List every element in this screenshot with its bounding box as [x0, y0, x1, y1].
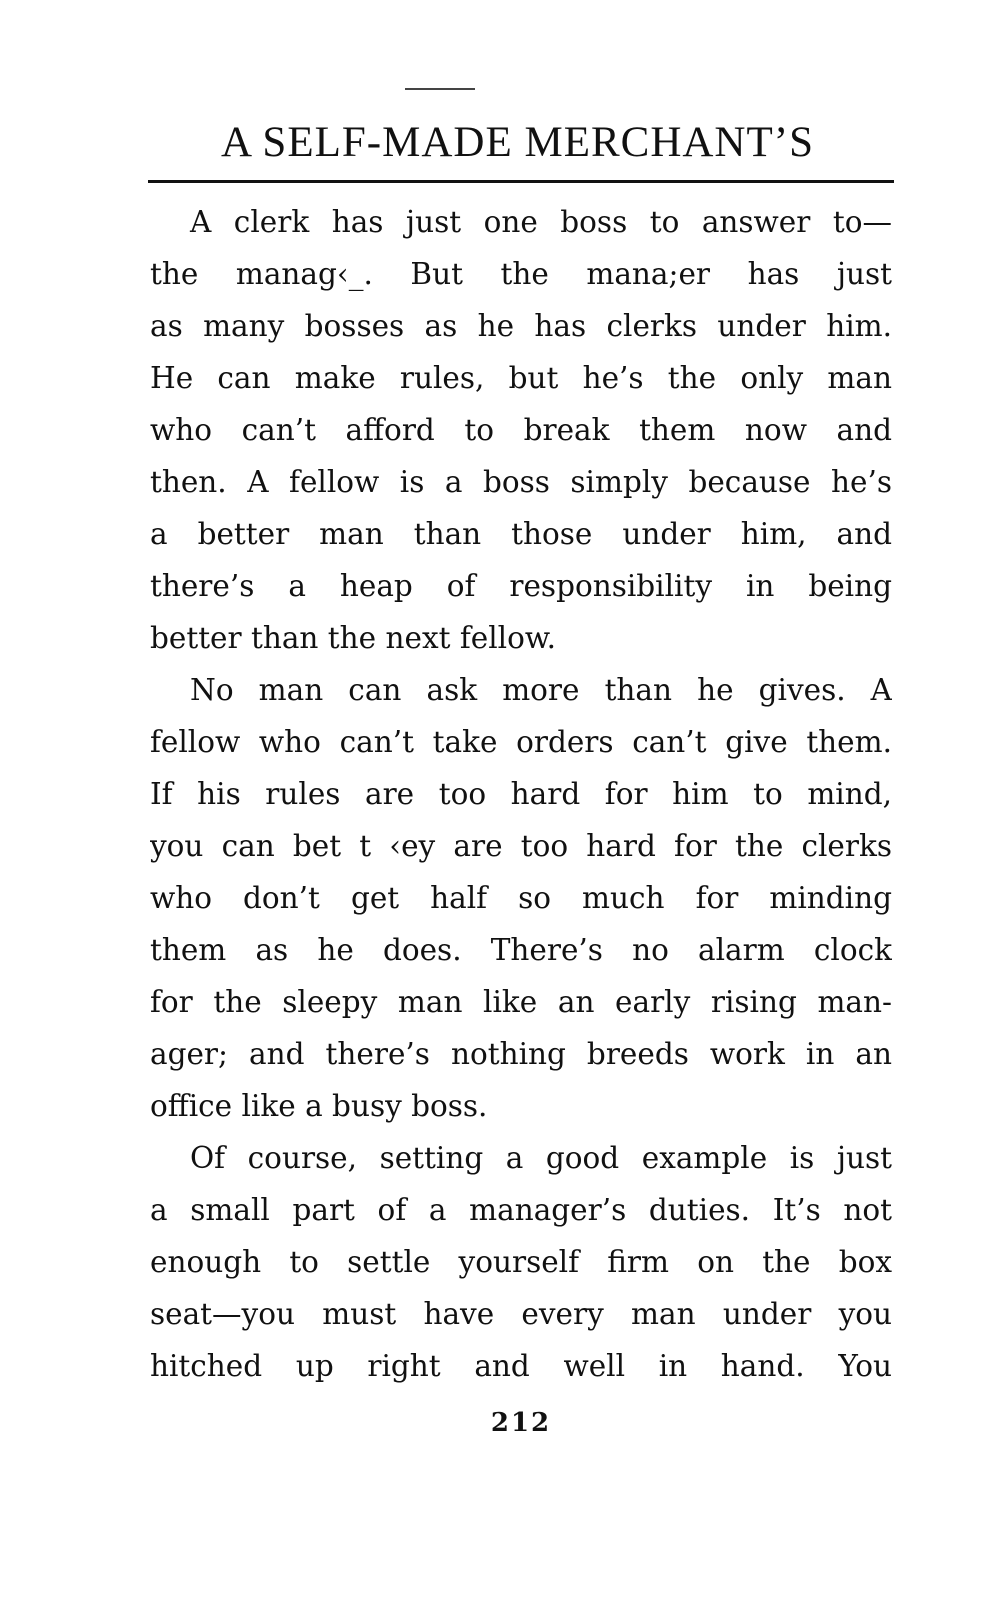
text-line: A clerk has just one boss to answer to—	[190, 205, 892, 239]
page-number: 212	[490, 1408, 552, 1438]
body-text	[150, 196, 892, 1392]
text-line: enough to settle yourself firm on the box	[150, 1245, 892, 1279]
text-line: No man can ask more than he gives. A	[190, 673, 892, 707]
text-line: them as he does. There’s no alarm clock	[150, 933, 892, 967]
text-line: hitched up right and well in hand. You	[150, 1349, 892, 1383]
text-line: who don’t get half so much for minding	[150, 881, 892, 915]
running-head: A SELF-MADE MERCHANT’S	[221, 119, 814, 166]
text-line: ager; and there’s nothing breeds work in an	[150, 1037, 892, 1071]
top-ornament-rule	[405, 88, 475, 90]
text-line: a small part of a manager’s duties. It’s not	[150, 1193, 892, 1227]
text-line: the manag‹_. But the mana;er has just	[150, 257, 892, 291]
text-line: office like a busy boss.	[150, 1089, 488, 1123]
text-line: fellow who can’t take orders can’t give them.	[150, 725, 892, 759]
text-line: then. A fellow is a boss simply because he’s	[150, 465, 892, 499]
text-line: Of course, setting a good example is just	[190, 1141, 892, 1175]
running-head-rule	[148, 180, 894, 183]
text-line: If his rules are too hard for him to mind,	[150, 777, 892, 811]
text-line: you can bet t ‹ey are too hard for the clerks	[150, 829, 892, 863]
text-line: there’s a heap of responsibility in being	[150, 569, 892, 603]
text-line: who can’t afford to break them now and	[150, 413, 892, 447]
text-line: He can make rules, but he’s the only man	[150, 361, 892, 395]
paragraph-2	[150, 664, 892, 1132]
paragraph-3	[150, 1132, 892, 1392]
text-line: as many bosses as he has clerks under him.	[150, 309, 892, 343]
text-line: seat—you must have every man under you	[150, 1297, 892, 1331]
text-line: for the sleepy man like an early rising man-	[150, 985, 892, 1019]
paragraph-1	[150, 196, 892, 664]
text-line: better than the next fellow.	[150, 621, 556, 655]
text-line: a better man than those under him, and	[150, 517, 892, 551]
